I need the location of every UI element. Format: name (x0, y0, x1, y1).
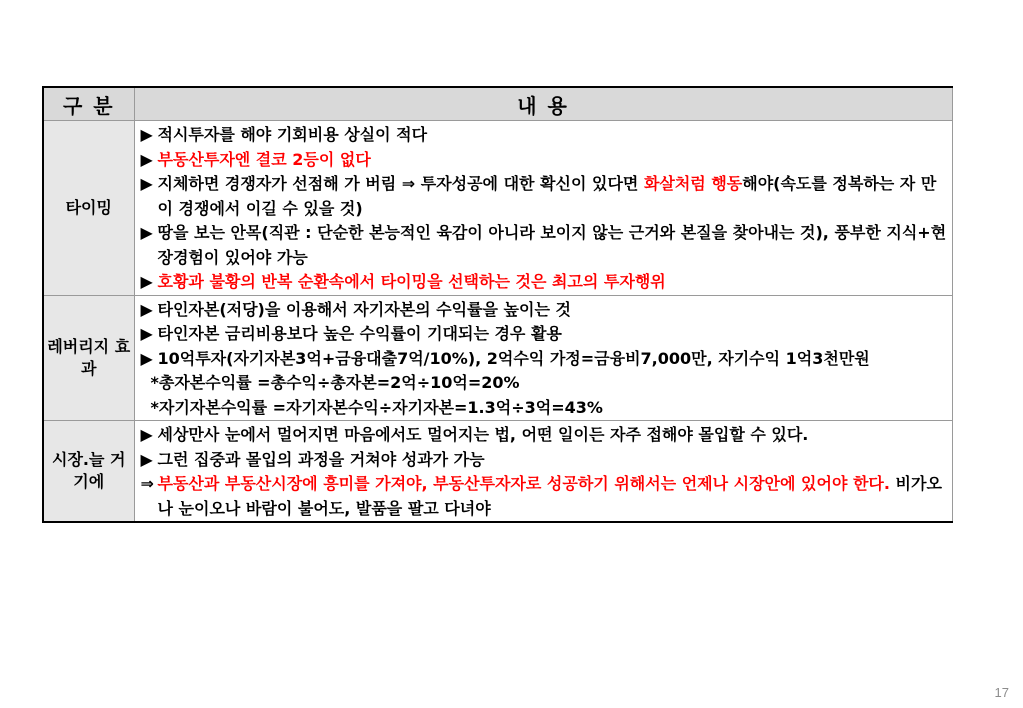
triangle-bullet-icon: ▶ (140, 299, 153, 319)
content-line (141, 298, 948, 323)
highlight-text: 화살처럼 행동 (643, 174, 743, 193)
header-category: 구 분 (43, 87, 134, 121)
triangle-bullet-icon: ▶ (140, 125, 153, 144)
line-text: *총자본수익률 =총수익÷총자본=2억÷10억=20% (150, 373, 520, 392)
row-content (134, 295, 952, 421)
line-text: 해야(속도를 정복하는 자 만이 경쟁에서 이길 수 있을 것) (157, 174, 937, 218)
content-line (141, 396, 948, 421)
page-number: 17 (994, 685, 1009, 700)
highlight-text: 부동산투자엔 결코 2등이 없다 (157, 149, 371, 169)
line-text: *자기자본수익률 =자기자본수익÷자기자본=1.3억÷3억=43% (150, 397, 603, 417)
row-category: 레버리지 효과 (43, 295, 134, 421)
header-content: 내 용 (134, 87, 952, 121)
table-header-row (43, 87, 952, 121)
triangle-bullet-icon: ▶ (140, 449, 153, 469)
row-category: 시장.늘 거기에 (43, 421, 134, 523)
triangle-bullet-icon: ▶ (140, 348, 153, 368)
line-text: 타인자본(저당)을 이용해서 자기자본의 수익률을 높이는 것 (157, 299, 571, 319)
triangle-bullet-icon: ▶ (140, 324, 153, 343)
table-row (43, 121, 952, 296)
table-row (43, 295, 952, 421)
line-text: 지체하면 경쟁자가 선점해 가 버림 ⇒ 투자성공에 대한 확신이 있다면 (157, 174, 644, 193)
content-line (141, 448, 948, 473)
row-category: 타이밍 (43, 121, 134, 296)
line-text: 그런 집중과 몰입의 과정을 거쳐야 성과가 가능 (157, 449, 485, 469)
table-row (43, 421, 952, 523)
triangle-bullet-icon: ▶ (140, 272, 153, 291)
row-content (134, 121, 952, 296)
triangle-bullet-icon: ▶ (140, 223, 153, 242)
line-text: 땅을 보는 안목(직관 : 단순한 본능적인 육감이 아니라 보이지 않는 근거와 본질을 찾아내는 것), 풍부한 지식+현장경험이 있어야 가능 (157, 223, 947, 267)
highlight-text: 부동산과 부동산시장에 흥미를 가져야, 부동산투자자로 성공하기 위해서는 언제나 시장안에 있어야 한다. (157, 474, 890, 493)
content-table-container (42, 86, 951, 523)
line-text: 적시투자를 해야 기회비용 상실이 적다 (157, 125, 428, 144)
content-table (42, 86, 953, 523)
highlight-text: 호황과 불황의 반복 순환속에서 타이밍을 선택하는 것은 최고의 투자행위 (157, 272, 666, 291)
content-line (141, 347, 948, 372)
triangle-bullet-icon: ▶ (140, 425, 153, 444)
content-line (141, 123, 948, 148)
line-text: 10억투자(자기자본3억+금융대출7억/10%), 2억수익 가정=금융비7,000만, 자기수익 1억3천만원 (157, 348, 870, 368)
line-text: 세상만사 눈에서 멀어지면 마음에서도 멀어지는 법, 어떤 일이든 자주 접해야 몰입할 수 있다. (157, 425, 809, 444)
content-line (141, 148, 948, 173)
content-line (141, 371, 948, 396)
content-line (141, 322, 948, 347)
row-content (134, 421, 952, 523)
content-line (141, 472, 948, 521)
content-line (141, 423, 948, 448)
triangle-bullet-icon: ▶ (140, 174, 153, 193)
content-line (141, 221, 948, 270)
line-text: 타인자본 금리비용보다 높은 수익률이 기대되는 경우 활용 (157, 324, 562, 343)
line-text: 비가오나 눈이오나 바람이 불어도, 발품을 팔고 다녀야 (157, 474, 942, 518)
content-line (141, 172, 948, 221)
content-line (141, 270, 948, 295)
triangle-bullet-icon: ▶ (140, 149, 153, 169)
arrow-icon: ⇒ (140, 474, 154, 493)
